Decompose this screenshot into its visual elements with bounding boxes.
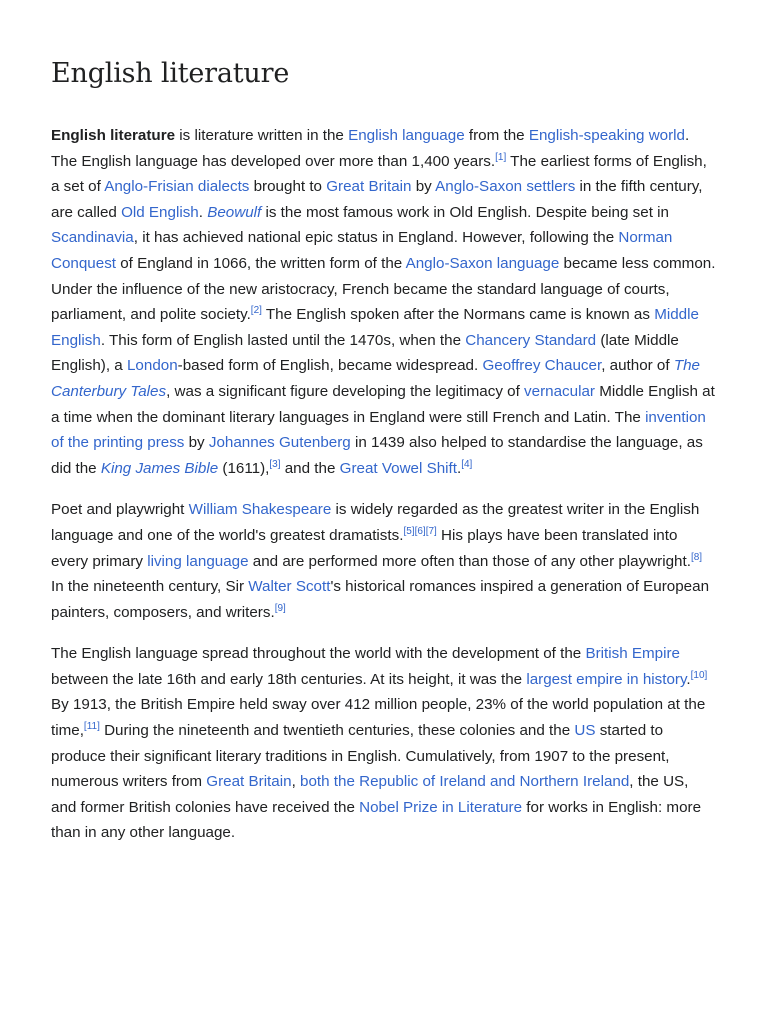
link-great-britain[interactable]: Great Britain [326,178,412,196]
citation-9[interactable]: [9] [274,602,286,614]
text-run: is literature written in the [175,127,349,144]
text-run: (late Middle English), a [51,331,679,375]
citation-10[interactable]: [10] [690,669,708,681]
link-english-speaking-world[interactable]: English-speaking world [528,127,685,144]
citation-5[interactable]: [5] [403,525,415,537]
text-run: is widely regarded as the greatest writer in the English language and one of the world's greatest dramatists. [51,501,700,544]
text-run: (1611), [218,459,270,477]
text-run: , [291,773,301,791]
citation-11[interactable]: [11] [83,721,100,733]
link-old-english[interactable]: Old English [121,203,199,221]
paragraph-3 [51,641,717,846]
paragraph-2 [51,497,717,625]
text-run: -based form of English, became widespread. [177,357,483,375]
text-run: . This form of English lasted until the 1470s, when the [100,331,466,349]
link-largest-empire-in-history[interactable]: largest empire in history [526,670,687,688]
citation-sup [495,152,506,163]
citation-sup [403,526,414,537]
text-run: from the [464,127,529,144]
link-ireland-and-northern-ireland[interactable]: both the Republic of Ireland and Northern Ireland [300,773,630,791]
link-great-vowel-shift[interactable]: Great Vowel Shift [339,459,457,477]
citation-8[interactable]: [8] [690,551,703,563]
text-run: in the fifth century, are called [51,178,703,221]
link-beowulf[interactable]: Beowulf [207,203,262,221]
text-run: 's historical romances inspired a generation of European painters, composers, and writers. [51,578,710,621]
citation-sup [415,526,426,537]
text-run: In the nineteenth century, Sir [51,578,249,596]
text-run: By 1913, the British Empire held sway over 412 million people, 23% of the world population at the time, [51,696,706,740]
citation-sup [426,526,437,537]
link-middle-english[interactable]: Middle English [51,306,699,349]
link-living-language[interactable]: living language [147,552,249,570]
link-scandinavia[interactable]: Scandinavia [51,229,134,247]
text-run: The English language spread throughout the world with the development of the [51,645,586,663]
link-king-james-bible[interactable]: King James Bible [100,459,219,477]
citation-sup [691,552,702,563]
link-us[interactable]: US [574,722,596,740]
link-great-britain-2[interactable]: Great Britain [206,773,292,791]
citation-4[interactable]: [4] [461,458,473,470]
text-run: by [184,434,209,452]
link-nobel-prize-in-literature[interactable]: Nobel Prize in Literature [359,798,523,816]
citation-sup [461,459,472,470]
text-run: by [411,178,436,196]
link-johannes-gutenberg[interactable]: Johannes Gutenberg [208,434,351,452]
text-run: and are performed more often than those of any other playwright. [248,552,691,570]
citation-sup [269,459,280,470]
citation-7[interactable]: [7] [425,525,437,537]
text-run: . [456,459,462,477]
link-chancery-standard[interactable]: Chancery Standard [465,331,597,349]
text-run: , author of [601,357,674,375]
text-run: . The English language has developed over more than 1,400 years. [51,127,690,170]
citation-sup [251,305,262,316]
text-run: . [686,670,691,688]
text-run: and the [280,459,340,477]
link-william-shakespeare[interactable]: William Shakespeare [188,501,332,519]
bold-term: English literature [51,127,176,144]
text-run: Middle English at a time when the dominant literary languages in England were still French and Latin. The [51,382,715,426]
link-the-canterbury-tales[interactable]: The Canterbury Tales [51,357,700,400]
link-anglo-saxon-settlers[interactable]: Anglo-Saxon settlers [435,178,576,196]
paragraph-1 [51,123,717,481]
text-run: . [198,203,208,221]
article-body [51,123,717,846]
link-invention-of-the-printing-press[interactable]: invention of the printing press [51,408,706,452]
text-run: , the US, and former British colonies have received the [51,773,689,816]
link-anglo-saxon-language[interactable]: Anglo-Saxon language [405,254,560,272]
citation-6[interactable]: [6] [414,525,426,537]
link-geoffrey-chaucer[interactable]: Geoffrey Chaucer [482,357,602,375]
text-run: started to produce their significant literary traditions in English. Cumulatively, from 1907 to the present, numerous writers from [51,722,670,791]
text-run: The earliest forms of English, a set of [51,152,707,196]
citation-2[interactable]: [2] [250,305,262,317]
link-vernacular[interactable]: vernacular [524,382,595,400]
text-run: became less common. Under the influence of the new aristocracy, French became the standard language of courts, parliament, and polite society. [51,254,716,324]
text-run: in 1439 also helped to standardise the language, as did the [51,434,703,477]
text-run: brought to [249,178,327,196]
citation-sup [691,670,708,681]
page-title: English literature [51,58,290,89]
citation-sup [84,721,100,732]
citation-1[interactable]: [1] [495,151,507,163]
text-run: between the late 16th and early 18th centuries. At its height, it was the [51,670,527,688]
link-norman-conquest[interactable]: Norman Conquest [51,229,673,272]
text-run: His plays have been translated into every primary [51,526,678,570]
text-run: , was a significant figure developing the legitimacy of [166,382,525,400]
link-walter-scott[interactable]: Walter Scott [248,578,331,596]
link-london[interactable]: London [126,357,178,375]
text-run: , it has achieved national epic status in England. However, following the [133,229,619,247]
citation-sup [275,603,286,614]
text-run: is the most famous work in Old English. Despite being set in [261,203,669,221]
text-run: of England in 1066, the written form of the [116,254,406,272]
link-british-empire[interactable]: British Empire [585,645,680,663]
citation-3[interactable]: [3] [269,458,281,470]
text-run: The English spoken after the Normans came is known as [261,306,655,324]
text-run: for works in English: more than in any other language. [51,798,702,842]
link-english-language[interactable]: English language [348,127,465,144]
text-run: Poet and playwright [51,501,189,519]
link-anglo-frisian-dialects[interactable]: Anglo-Frisian dialects [104,178,250,196]
text-run: During the nineteenth and twentieth centuries, these colonies and the [99,722,575,740]
